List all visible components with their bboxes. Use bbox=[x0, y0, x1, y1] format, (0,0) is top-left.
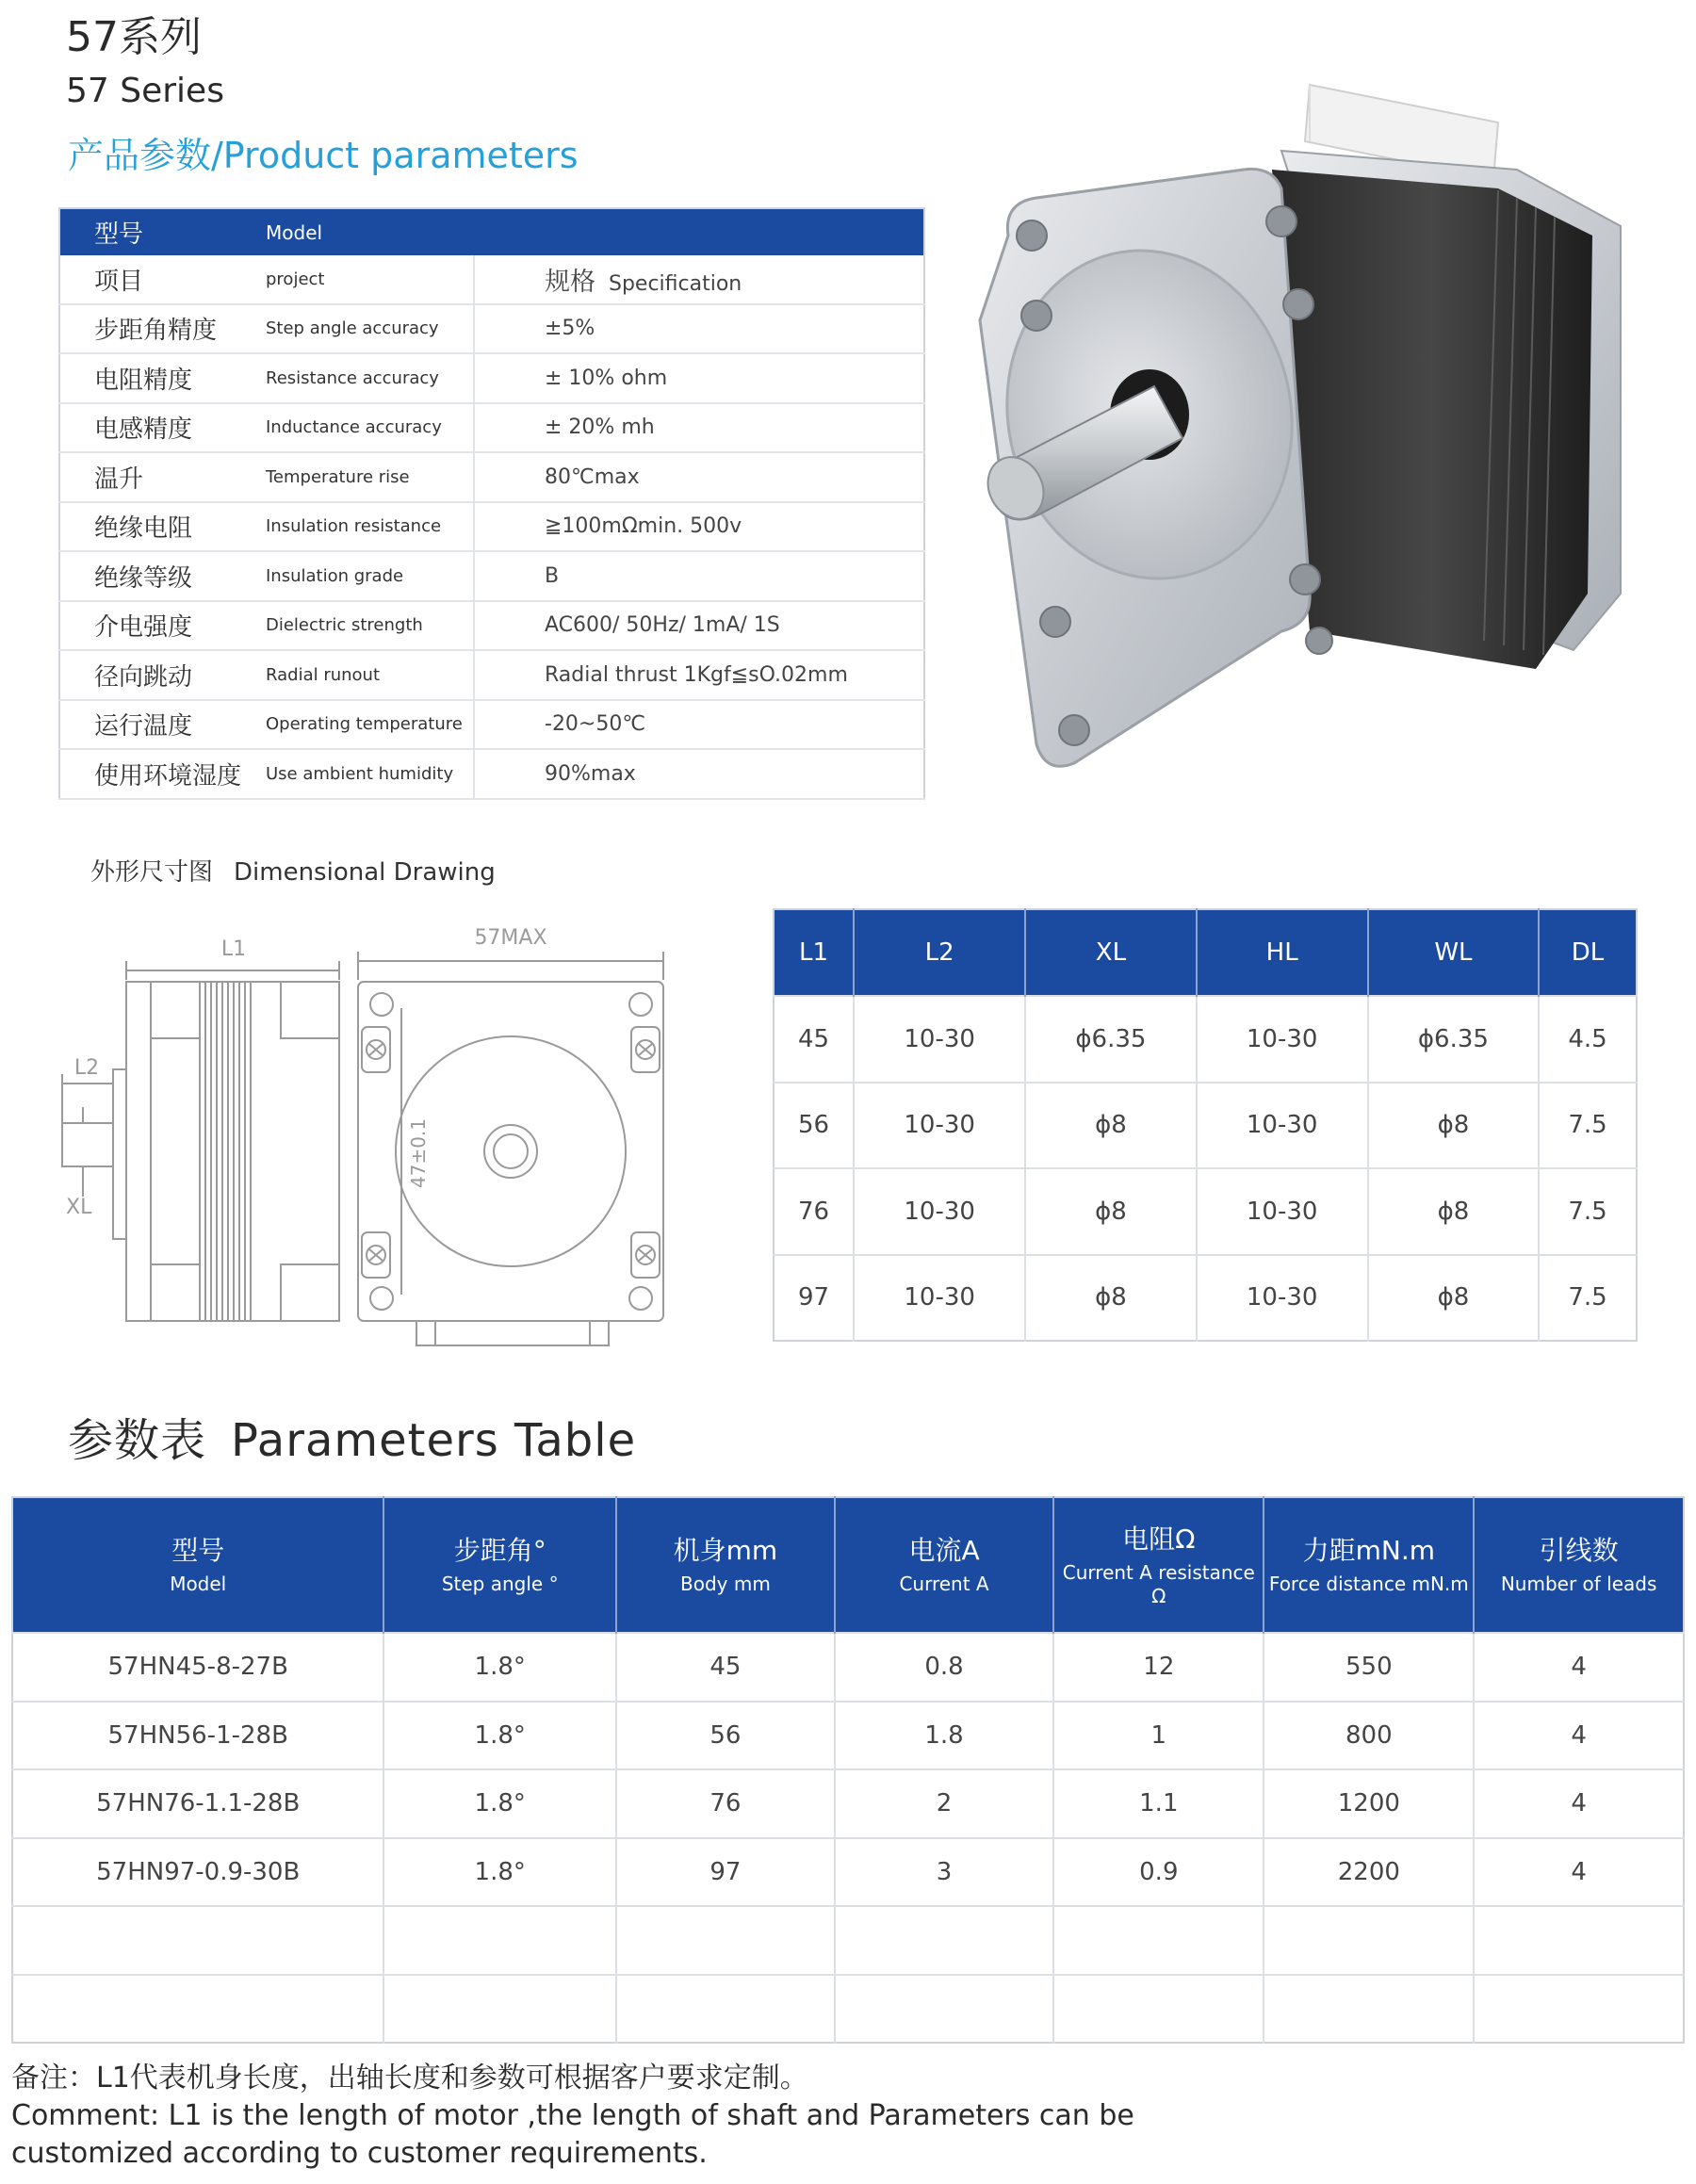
dims-col-header: HL bbox=[1197, 909, 1368, 996]
spec-item-en: Radial runout bbox=[266, 650, 474, 700]
params-col-header bbox=[835, 1497, 1053, 1633]
dims-cell: 7.5 bbox=[1539, 1255, 1637, 1342]
spec-item-value: -20~50℃ bbox=[474, 700, 924, 750]
dimensional-drawing bbox=[55, 914, 733, 1347]
spec-subheader-spec bbox=[474, 255, 924, 304]
params-cell: 57HN76-1.1-28B bbox=[12, 1769, 383, 1838]
dims-cell: 10-30 bbox=[854, 996, 1025, 1083]
params-cell: 4 bbox=[1474, 1838, 1684, 1907]
spec-header-empty bbox=[474, 208, 924, 255]
drawing-label-l2: L2 bbox=[73, 1056, 100, 1080]
spec-item-value: 90%max bbox=[474, 749, 924, 799]
series-title-cn: 57系列 bbox=[66, 13, 202, 61]
spec-item-cn: 步距角精度 bbox=[59, 304, 266, 354]
params-cell bbox=[1264, 1906, 1474, 1975]
dims-cell: ϕ6.35 bbox=[1368, 996, 1539, 1083]
dims-cell: 4.5 bbox=[1539, 996, 1637, 1083]
spec-item-cn: 电阻精度 bbox=[59, 353, 266, 403]
params-col-header bbox=[1264, 1497, 1474, 1633]
params-cell bbox=[1053, 1975, 1264, 2044]
dimensions-table bbox=[773, 908, 1638, 1342]
spec-subheader-row bbox=[59, 255, 924, 304]
dims-cell: 45 bbox=[774, 996, 854, 1083]
params-cell bbox=[383, 1975, 616, 2044]
params-col-header bbox=[1053, 1497, 1264, 1633]
dims-col-header: WL bbox=[1368, 909, 1539, 996]
params-header-row bbox=[12, 1497, 1684, 1633]
params-col-header-cn: 力距mN.m bbox=[1302, 1535, 1436, 1566]
params-cell bbox=[1474, 1975, 1684, 2044]
params-cell: 1.8° bbox=[383, 1702, 616, 1770]
spec-item-cn: 径向跳动 bbox=[59, 650, 266, 700]
params-cell: 57HN45-8-27B bbox=[12, 1633, 383, 1702]
params-cell bbox=[12, 1906, 383, 1975]
params-col-header-en: Body mm bbox=[680, 1573, 771, 1595]
spec-row bbox=[59, 502, 924, 552]
spec-row bbox=[59, 601, 924, 651]
dims-cell: 10-30 bbox=[1197, 1255, 1368, 1342]
params-col-header-en: Force distance mN.m bbox=[1268, 1573, 1469, 1595]
params-cell: 1.8° bbox=[383, 1769, 616, 1838]
params-cell bbox=[616, 1906, 835, 1975]
spec-item-value: B bbox=[474, 551, 924, 601]
dims-cell: ϕ8 bbox=[1368, 1083, 1539, 1169]
spec-item-value: ± 10% ohm bbox=[474, 353, 924, 403]
params-col-header bbox=[1474, 1497, 1684, 1633]
params-col-header-cn: 型号 bbox=[171, 1535, 225, 1566]
params-col-header-en: Current A resistance Ω bbox=[1062, 1560, 1255, 1607]
params-row bbox=[12, 1702, 1684, 1770]
spec-item-en: Inductance accuracy bbox=[266, 403, 474, 453]
dims-col-header: L2 bbox=[854, 909, 1025, 996]
spec-label-en: Specification bbox=[609, 271, 742, 296]
dims-row bbox=[774, 1255, 1637, 1342]
params-cell bbox=[616, 1975, 835, 2044]
spec-row bbox=[59, 700, 924, 750]
spec-row bbox=[59, 452, 924, 502]
spec-item-value: ≧100mΩmin. 500v bbox=[474, 502, 924, 552]
parameters-title bbox=[68, 1411, 636, 1470]
params-row bbox=[12, 1975, 1684, 2044]
spec-item-value: ±5% bbox=[474, 304, 924, 354]
params-row bbox=[12, 1838, 1684, 1907]
spec-row bbox=[59, 650, 924, 700]
spec-item-en: Insulation grade bbox=[266, 551, 474, 601]
dims-cell: ϕ6.35 bbox=[1025, 996, 1196, 1083]
params-cell: 2200 bbox=[1264, 1838, 1474, 1907]
params-cell bbox=[835, 1975, 1053, 2044]
spec-header-row bbox=[59, 208, 924, 255]
spec-row bbox=[59, 749, 924, 799]
params-cell bbox=[835, 1906, 1053, 1975]
dims-header-row bbox=[774, 909, 1637, 996]
params-cell: 1.8° bbox=[383, 1633, 616, 1702]
drawing-label-l1: L1 bbox=[220, 937, 247, 961]
params-col-header-en: Model bbox=[170, 1573, 227, 1595]
drawing-label-xl: XL bbox=[66, 1196, 92, 1219]
params-cell: 1 bbox=[1053, 1702, 1264, 1770]
params-cell: 550 bbox=[1264, 1633, 1474, 1702]
dims-col-header: L1 bbox=[774, 909, 854, 996]
spec-item-cn: 运行温度 bbox=[59, 700, 266, 750]
params-cell bbox=[1474, 1906, 1684, 1975]
spec-item-cn: 使用环境湿度 bbox=[59, 749, 266, 799]
stepper-motor-image bbox=[970, 66, 1649, 791]
dimensional-drawing-title bbox=[90, 856, 496, 889]
footnote-en: Comment: L1 is the length of motor ,the length of shaft and Parameters can be customized according to customer requirements. bbox=[11, 2099, 1134, 2170]
spec-item-en: Resistance accuracy bbox=[266, 353, 474, 403]
spec-item-value: ± 20% mh bbox=[474, 403, 924, 453]
footnote-cn: 备注：L1代表机身长度，出轴长度和参数可根据客户要求定制。 bbox=[11, 2062, 808, 2094]
spec-row bbox=[59, 403, 924, 453]
params-row bbox=[12, 1906, 1684, 1975]
spec-item-en: Temperature rise bbox=[266, 452, 474, 502]
dims-cell: 97 bbox=[774, 1255, 854, 1342]
spec-row bbox=[59, 353, 924, 403]
params-cell bbox=[383, 1906, 616, 1975]
drawing-label-pitch: 47±0.1 bbox=[407, 1117, 430, 1189]
dims-cell: 10-30 bbox=[1197, 1168, 1368, 1255]
spec-header-cn: 型号 bbox=[59, 208, 266, 255]
params-cell: 45 bbox=[616, 1633, 835, 1702]
dims-row bbox=[774, 996, 1637, 1083]
spec-header-en: Model bbox=[266, 208, 474, 255]
params-col-header-cn: 电阻Ω bbox=[1122, 1523, 1196, 1555]
dims-col-header: XL bbox=[1025, 909, 1196, 996]
params-cell: 76 bbox=[616, 1769, 835, 1838]
params-col-header bbox=[12, 1497, 383, 1633]
params-col-header-en: Number of leads bbox=[1500, 1573, 1657, 1595]
params-cell: 2 bbox=[835, 1769, 1053, 1838]
params-cell: 57HN56-1-28B bbox=[12, 1702, 383, 1770]
dims-col-header: DL bbox=[1539, 909, 1637, 996]
dims-row bbox=[774, 1168, 1637, 1255]
spec-label-cn: 规格 bbox=[545, 267, 595, 297]
dims-cell: 76 bbox=[774, 1168, 854, 1255]
dims-cell: ϕ8 bbox=[1368, 1168, 1539, 1255]
dim-title-en: Dimensional Drawing bbox=[234, 858, 496, 887]
parameters-title-cn: 参数表 bbox=[68, 1414, 207, 1467]
footnote bbox=[11, 2060, 1236, 2173]
parameters-table bbox=[11, 1496, 1685, 2044]
spec-item-en: Dielectric strength bbox=[266, 601, 474, 651]
params-cell: 0.9 bbox=[1053, 1838, 1264, 1907]
params-col-header-cn: 引线数 bbox=[1539, 1535, 1619, 1566]
spec-item-value: 80℃max bbox=[474, 452, 924, 502]
dims-cell: ϕ8 bbox=[1025, 1168, 1196, 1255]
dims-cell: 10-30 bbox=[854, 1168, 1025, 1255]
params-cell: 57HN97-0.9-30B bbox=[12, 1838, 383, 1907]
spec-subheader-en: project bbox=[266, 255, 474, 304]
params-cell bbox=[1264, 1975, 1474, 2044]
params-cell: 4 bbox=[1474, 1769, 1684, 1838]
params-col-header-cn: 步距角° bbox=[453, 1535, 546, 1566]
spec-row bbox=[59, 551, 924, 601]
params-cell: 97 bbox=[616, 1838, 835, 1907]
params-cell: 56 bbox=[616, 1702, 835, 1770]
params-col-header bbox=[616, 1497, 835, 1633]
params-col-header bbox=[383, 1497, 616, 1633]
series-title-en: 57 Series bbox=[66, 72, 224, 110]
params-col-header-en: Step angle ° bbox=[441, 1573, 559, 1595]
spec-item-cn: 介电强度 bbox=[59, 601, 266, 651]
dims-cell: 10-30 bbox=[854, 1083, 1025, 1169]
spec-item-cn: 温升 bbox=[59, 452, 266, 502]
params-cell: 1.8° bbox=[383, 1838, 616, 1907]
params-cell bbox=[12, 1975, 383, 2044]
params-cell: 3 bbox=[835, 1838, 1053, 1907]
dims-cell: 10-30 bbox=[1197, 996, 1368, 1083]
dims-cell: ϕ8 bbox=[1368, 1255, 1539, 1342]
dims-row bbox=[774, 1083, 1637, 1169]
spec-item-en: Insulation resistance bbox=[266, 502, 474, 552]
spec-item-en: Step angle accuracy bbox=[266, 304, 474, 354]
params-cell: 12 bbox=[1053, 1633, 1264, 1702]
spec-row bbox=[59, 304, 924, 354]
spec-item-cn: 电感精度 bbox=[59, 403, 266, 453]
params-cell: 4 bbox=[1474, 1633, 1684, 1702]
spec-item-en: Use ambient humidity bbox=[266, 749, 474, 799]
dims-cell: ϕ8 bbox=[1025, 1255, 1196, 1342]
spec-item-en: Operating temperature bbox=[266, 700, 474, 750]
dims-cell: 7.5 bbox=[1539, 1083, 1637, 1169]
params-cell: 1.8 bbox=[835, 1702, 1053, 1770]
params-cell bbox=[1053, 1906, 1264, 1975]
dims-cell: 56 bbox=[774, 1083, 854, 1169]
parameters-title-en: Parameters Table bbox=[231, 1414, 637, 1467]
dim-title-cn: 外形尺寸图 bbox=[90, 858, 214, 887]
section-title: 产品参数/Product parameters bbox=[68, 135, 579, 176]
params-row bbox=[12, 1769, 1684, 1838]
params-col-header-cn: 电流A bbox=[908, 1535, 980, 1566]
dims-cell: 10-30 bbox=[1197, 1083, 1368, 1169]
params-cell: 4 bbox=[1474, 1702, 1684, 1770]
spec-item-cn: 绝缘电阻 bbox=[59, 502, 266, 552]
dims-cell: ϕ8 bbox=[1025, 1083, 1196, 1169]
params-cell: 1.1 bbox=[1053, 1769, 1264, 1838]
params-col-header-cn: 机身mm bbox=[673, 1535, 778, 1566]
spec-item-value: AC600/ 50Hz/ 1mA/ 1S bbox=[474, 601, 924, 651]
dims-cell: 10-30 bbox=[854, 1255, 1025, 1342]
spec-table bbox=[58, 207, 925, 800]
spec-item-value: Radial thrust 1Kgf≦sO.02mm bbox=[474, 650, 924, 700]
drawing-label-max: 57MAX bbox=[474, 926, 547, 950]
params-cell: 0.8 bbox=[835, 1633, 1053, 1702]
params-col-header-en: Current A bbox=[899, 1573, 989, 1595]
params-cell: 800 bbox=[1264, 1702, 1474, 1770]
params-row bbox=[12, 1633, 1684, 1702]
params-cell: 1200 bbox=[1264, 1769, 1474, 1838]
spec-subheader-cn: 项目 bbox=[59, 255, 266, 304]
spec-item-cn: 绝缘等级 bbox=[59, 551, 266, 601]
dims-cell: 7.5 bbox=[1539, 1168, 1637, 1255]
